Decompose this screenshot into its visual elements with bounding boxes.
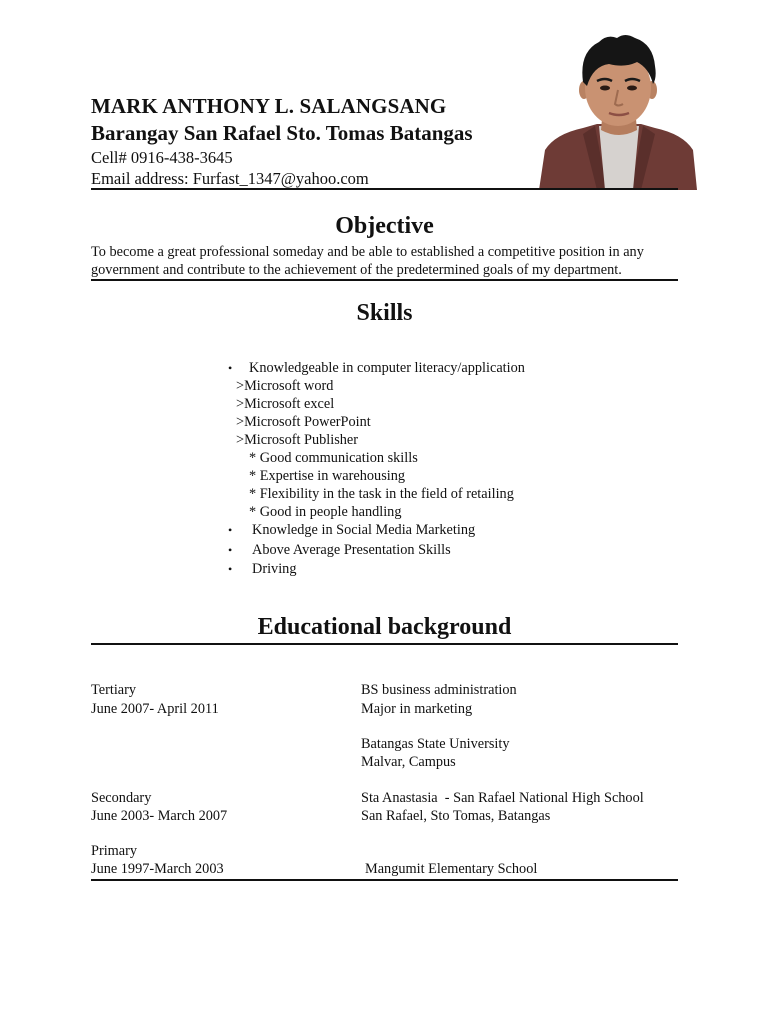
- header-divider: [91, 188, 678, 190]
- objective-title: Objective: [335, 213, 434, 239]
- skill-subitem: >Microsoft word: [236, 378, 334, 394]
- applicant-name: MARK ANTHONY L. SALANGSANG: [91, 94, 447, 118]
- skill-subitem: * Expertise in warehousing: [249, 468, 406, 484]
- skill-subitem: >Microsoft Publisher: [236, 432, 359, 448]
- skill-subitem: * Good communication skills: [249, 450, 418, 466]
- objective-text: To become a great professional someday and be able to established a competitive position in any government and contribute to the achievement of the predetermined goals of my department.: [91, 244, 644, 278]
- education-level: Secondary: [91, 790, 152, 806]
- applicant-photo: [537, 30, 699, 190]
- skill-item: Above Average Presentation Skills: [252, 542, 451, 558]
- education-level: Tertiary: [91, 682, 137, 698]
- education-dates: June 2007- April 2011: [91, 701, 219, 717]
- education-school: Sta Anastasia - San Rafael National High School: [361, 790, 644, 806]
- objective-divider: [91, 279, 678, 281]
- education-dates: June 2003- March 2007: [91, 808, 228, 824]
- education-school: Mangumit Elementary School: [365, 861, 538, 877]
- education-bottom-divider: [91, 879, 678, 881]
- skill-item: Knowledgeable in computer literacy/application: [249, 360, 525, 376]
- education-dates: June 1997-March 2003: [91, 861, 224, 877]
- education-location: San Rafael, Sto Tomas, Batangas: [361, 808, 551, 824]
- bullet-icon: •: [228, 361, 233, 375]
- applicant-address: Barangay San Rafael Sto. Tomas Batangas: [91, 121, 473, 145]
- bullet-icon: •: [228, 562, 233, 576]
- skill-item: Knowledge in Social Media Marketing: [252, 522, 476, 538]
- education-title: Educational background: [257, 614, 512, 640]
- skill-subitem: * Good in people handling: [249, 504, 402, 520]
- bullet-icon: •: [228, 543, 233, 557]
- skill-item: Driving: [252, 561, 297, 577]
- education-campus: Malvar, Campus: [361, 754, 456, 770]
- skills-title: Skills: [356, 300, 413, 326]
- skill-subitem: >Microsoft PowerPoint: [236, 414, 371, 430]
- applicant-cell: Cell# 0916-438-3645: [91, 148, 233, 167]
- education-major: Major in marketing: [361, 701, 473, 717]
- applicant-email: Email address: Furfast_1347@yahoo.com: [91, 169, 369, 188]
- skill-subitem: * Flexibility in the task in the field of retailing: [249, 486, 514, 502]
- education-course: BS business administration: [361, 682, 517, 698]
- portrait-image: [537, 30, 699, 190]
- bullet-icon: •: [228, 523, 233, 537]
- education-divider: [91, 643, 678, 645]
- education-school: Batangas State University: [361, 736, 510, 752]
- education-level: Primary: [91, 843, 138, 859]
- skill-subitem: >Microsoft excel: [236, 396, 335, 412]
